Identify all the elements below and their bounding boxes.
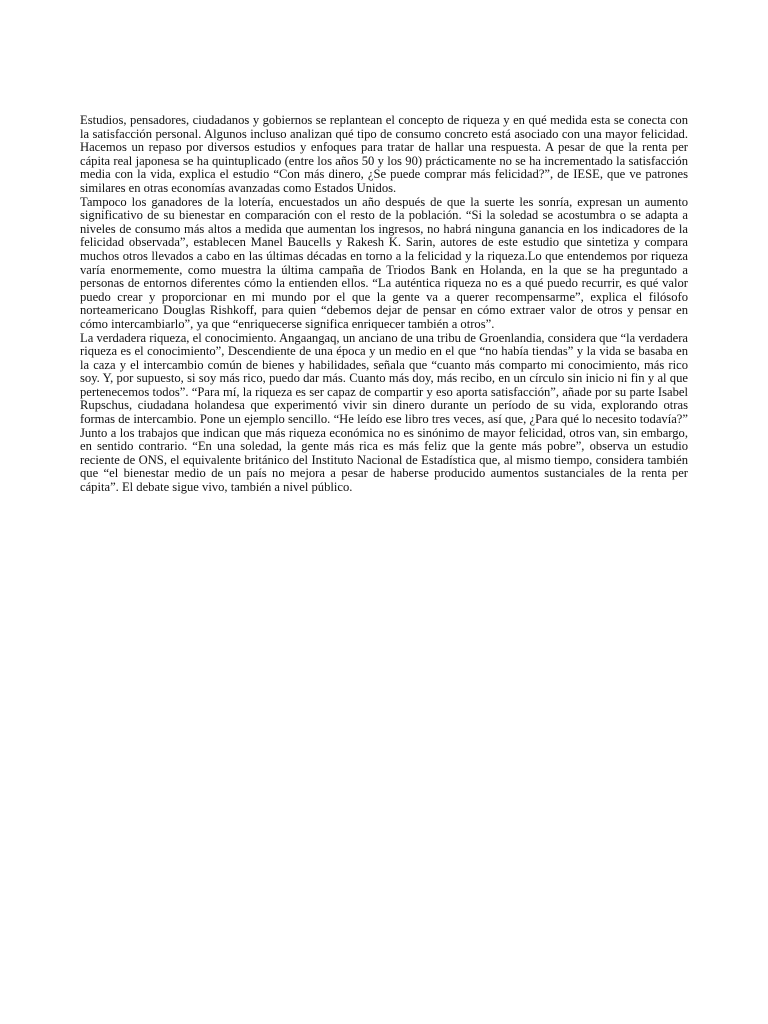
paragraph-3: La verdadera riqueza, el conocimiento. Angaangaq, un anciano de una tribu de Groenlandia, considera que “la verdadera riqueza es el conocimiento”, Descendiente de una época y un medio en el que “no había tiendas” y la vida se basaba en la caza y el intercambio común de bienes y habilidades, señala que “cuanto más comparto mi conocimiento, más rico soy. Y, por supuesto, si soy más rico, puedo dar más. Cuanto más doy, más recibo, en un círculo sin inicio ni fin y al que pertenecemos todos”. “Para mí, la riqueza es ser capaz de compartir y eso aporta satisfacción”, añade por su parte Isabel Rupschus, ciudadana holandesa que experimentó vivir sin dinero durante un período de su vida, explorando otras formas de intercambio. Pone un ejemplo sencillo. “He leído ese libro tres veces, así que, ¿Para qué lo necesito todavía?” Junto a los trabajos que indican que más riqueza económica no es sinónimo de mayor felicidad, otros van, sin embargo, en sentido contrario. “En una soledad, la gente más rica es más feliz que la gente más pobre”, observa un estudio reciente de ONS, el equivalente británico del Instituto Nacional de Estadística que, al mismo tiempo, considera también que “el bienestar medio de un país no mejora a pesar de haberse producido aumentos sustanciales de la renta per cápita”. El debate sigue vivo, también a nivel público. (80, 330, 688, 495)
document-page (80, 114, 688, 495)
paragraph-1: Estudios, pensadores, ciudadanos y gobiernos se replantean el concepto de riqueza y en qué medida esta se conecta con la satisfacción personal. Algunos incluso analizan qué tipo de consumo concreto está asociado con una mayor felicidad. Hacemos un repaso por diversos estudios y enfoques para tratar de hallar una respuesta. A pesar de que la renta per cápita real japonesa se ha quintuplicado (entre los años 50 y los 90) prácticamente no se ha incrementado la satisfacción media con la vida, explica el estudio “Con más dinero, ¿Se puede comprar más felicidad?”, de IESE, que ve patrones similares en otras economías avanzadas como Estados Unidos. (80, 113, 688, 195)
paragraph-2: Tampoco los ganadores de la lotería, encuestados un año después de que la suerte les sonría, expresan un aumento significativo de su bienestar en comparación con el resto de la población. “Si la soledad se acostumbra o se adapta a niveles de consumo más altos a medida que aumentan los ingresos, no habrá ninguna ganancia en los indicadores de la felicidad observada”, establecen Manel Baucells y Rakesh K. Sarin, autores de este estudio que sintetiza y compara muchos otros llevados a cabo en las últimas décadas en torno a la felicidad y la riqueza.Lo que entendemos por riqueza varía enormemente, como muestra la última campaña de Triodos Bank en Holanda, en la que se ha preguntado a personas de entornos diferentes cómo la entienden ellos. “La auténtica riqueza no es a qué puedo recurrir, es qué valor puedo crear y proporcionar en mi mundo por el que la gente va a querer recompensarme”, explica el filósofo norteamericano Douglas Rishkoff, para quien “debemos dejar de pensar en cómo extraer valor de otros y pensar en cómo intercambiarlo”, ya que “enriquecerse significa enriquecer también a otros”. (80, 194, 688, 331)
